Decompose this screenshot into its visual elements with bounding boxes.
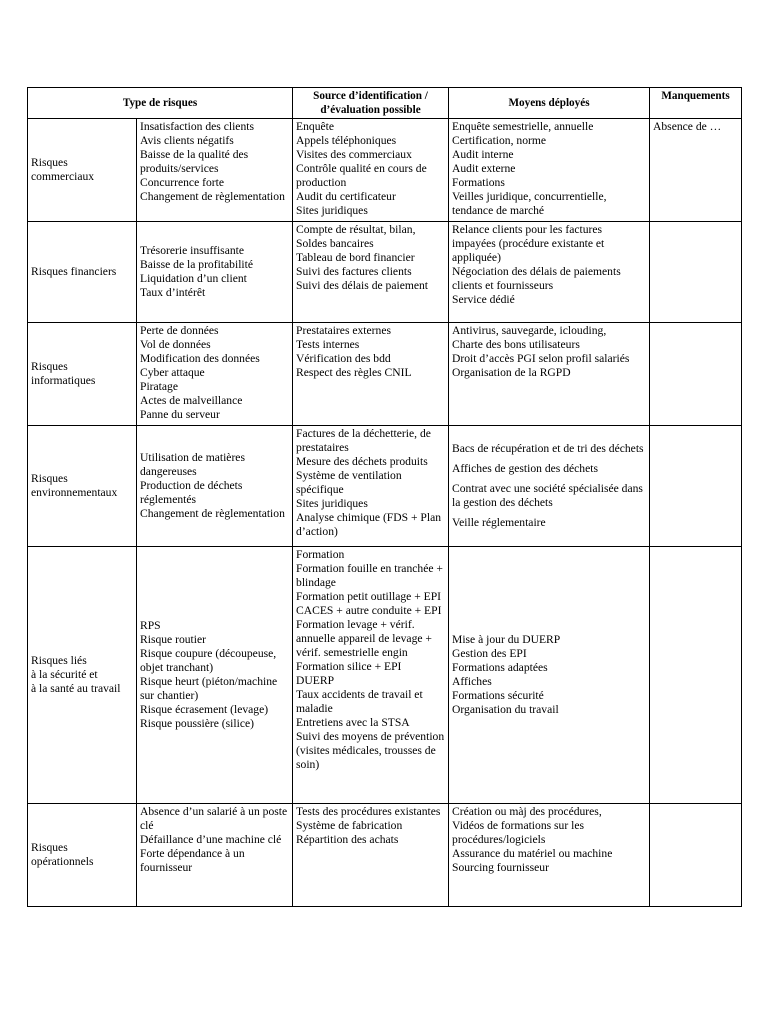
risks-line: Concurrence forte [140,176,225,189]
category-line: Risques financiers [31,265,117,278]
means-cell [449,426,650,547]
risks-line: Risque routier [140,633,207,646]
sources-cell [293,119,449,222]
sources-cell [293,222,449,323]
header-risk-type: Type de risques [28,88,293,119]
risks-line: Absence d’un salarié à un poste clé [140,805,288,832]
risks-line: Baisse de la profitabilité [140,258,254,271]
means-line: Droit d’accès PGI selon profil salariés [452,352,630,365]
means-line: Certification, norme [452,134,547,147]
header-row [28,88,742,119]
header-means: Moyens déployés [449,88,650,119]
means-line: Sourcing fournisseur [452,861,549,874]
means-cell [449,119,650,222]
means-line: Affiches de gestion des déchets [452,462,598,475]
risks-line: Production de déchets réglementés [140,479,243,506]
means-line: Veilles juridique, concurrentielle, tendance de marché [452,190,607,217]
means-line: Création ou màj des procédures, [452,805,602,818]
gaps-cell [650,323,742,426]
sources-line: Répartition des achats [296,833,399,846]
gaps-cell [650,804,742,907]
means-line: Service dédié [452,293,515,306]
means-line: Formations adaptées [452,661,548,674]
means-line: Vidéos de formations sur les procédures/logiciels [452,819,584,846]
sources-line: Enquête [296,120,335,133]
risks-line: Perte de données [140,324,219,337]
risks-line: Liquidation d’un client [140,272,247,285]
sources-line: Mesure des déchets produits [296,455,428,468]
category-cell [28,222,137,323]
sources-line: Taux accidents de travail et maladie [296,688,423,715]
sources-line: Sites juridiques [296,497,368,510]
risks-line: Risque poussière (silice) [140,717,254,730]
category-line: à la sécurité et [31,668,98,681]
means-line: Audit interne [452,148,514,161]
category-line: Risques [31,472,68,485]
risks-line: Baisse de la qualité des produits/services [140,148,249,175]
means-line: Gestion des EPI [452,647,527,660]
means-line: Formations [452,176,505,189]
category-line: commerciaux [31,170,95,183]
category-line: Risques [31,360,68,373]
sources-line: Tableau de bord financier [296,251,415,264]
means-line: Audit externe [452,162,516,175]
category-line: environnementaux [31,486,118,499]
risks-line: Utilisation de matières dangereuses [140,451,245,478]
risks-cell [137,323,293,426]
sources-line: Système de fabrication [296,819,403,832]
sources-cell [293,804,449,907]
risks-cell [137,119,293,222]
table-row [28,426,742,547]
gaps-cell [650,119,742,222]
means-line: Assurance du matériel ou machine [452,847,613,860]
means-line: Charte des bons utilisateurs [452,338,580,351]
sources-line: Vérification des bdd [296,352,391,365]
means-line: Affiches [452,675,492,688]
category-cell [28,804,137,907]
risks-line: Insatisfaction des clients [140,120,254,133]
means-line: Bacs de récupération et de tri des déchets [452,442,644,455]
category-line: opérationnels [31,855,94,868]
sources-line: Entretiens avec la STSA [296,716,410,729]
table-row [28,119,742,222]
sources-line: Suivi des délais de paiement [296,279,429,292]
table-row [28,547,742,804]
risks-cell [137,426,293,547]
risks-line: Forte dépendance à un fournisseur [140,847,245,874]
gaps-cell [650,222,742,323]
means-cell [449,547,650,804]
sources-cell [293,547,449,804]
risks-cell [137,547,293,804]
gaps-cell [650,426,742,547]
sources-line: Visites des commerciaux [296,148,412,161]
table-row [28,323,742,426]
gaps-line: Absence de … [653,120,722,133]
risks-line: Cyber attaque [140,366,205,379]
sources-line: Formation silice + EPI [296,660,402,673]
risks-line: Risque écrasement (levage) [140,703,269,716]
table-row [28,804,742,907]
sources-line: Sites juridiques [296,204,368,217]
header-source: Source d’identification / d’évaluation possible [293,88,449,119]
category-cell [28,547,137,804]
sources-line: Tests internes [296,338,360,351]
sources-line: DUERP [296,674,335,687]
risks-line: Piratage [140,380,178,393]
sources-line: Compte de résultat, bilan, Soldes bancaires [296,223,416,250]
means-line: Organisation du travail [452,703,559,716]
category-line: Risques [31,156,68,169]
risks-line: Risque heurt (piéton/machine sur chantier) [140,675,278,702]
sources-line: Appels téléphoniques [296,134,397,147]
risks-line: Modification des données [140,352,260,365]
sources-line: Formation [296,548,345,561]
risks-line: Changement de règlementation [140,190,285,203]
category-line: à la santé au travail [31,682,121,695]
means-cell [449,323,650,426]
risks-line: Panne du serveur [140,408,220,421]
category-cell [28,119,137,222]
table-row [28,222,742,323]
sources-line: Suivi des moyens de prévention (visites médicales, trousses de soin) [296,730,445,771]
sources-line: Système de ventilation spécifique [296,469,402,496]
header-gaps: Manquements [650,88,742,119]
category-line: Risques [31,841,68,854]
means-cell [449,222,650,323]
risks-line: Risque coupure (découpeuse, objet tranchant) [140,647,277,674]
sources-line: Formation levage + vérif. annuelle appareil de levage + vérif. semestrielle engin [296,618,432,659]
gaps-cell [650,547,742,804]
means-line: Contrat avec une société spécialisée dans la gestion des déchets [452,482,643,509]
risks-line: Avis clients négatifs [140,134,234,147]
risks-line: Actes de malveillance [140,394,243,407]
sources-line: Audit du certificateur [296,190,396,203]
risks-line: Défaillance d’une machine clé [140,833,282,846]
means-line: Veille réglementaire [452,516,546,529]
sources-line: Respect des règles CNIL [296,366,412,379]
means-line: Enquête semestrielle, annuelle [452,120,594,133]
risks-line: Changement de règlementation [140,507,285,520]
sources-cell [293,426,449,547]
risk-table [27,87,742,907]
means-line: Relance clients pour les factures impayées (procédure existante et appliquée) [452,223,605,264]
risks-line: Taux d’intérêt [140,286,206,299]
sources-line: CACES + autre conduite + EPI [296,604,442,617]
means-cell [449,804,650,907]
means-line: Formations sécurité [452,689,544,702]
sources-line: Analyse chimique (FDS + Plan d’action) [296,511,442,538]
sources-line: Formation fouille en tranchée + blindage [296,562,443,589]
sources-line: Contrôle qualité en cours de production [296,162,427,189]
risks-cell [137,804,293,907]
risks-line: Trésorerie insuffisante [140,244,245,257]
means-line: Mise à jour du DUERP [452,633,561,646]
sources-line: Prestataires externes [296,324,391,337]
category-line: informatiques [31,374,96,387]
sources-line: Suivi des factures clients [296,265,412,278]
category-cell [28,426,137,547]
sources-line: Factures de la déchetterie, de prestataires [296,427,431,454]
risks-line: RPS [140,619,161,632]
sources-line: Formation petit outillage + EPI [296,590,442,603]
means-line: Organisation de la RGPD [452,366,571,379]
category-cell [28,323,137,426]
sources-cell [293,323,449,426]
means-line: Antivirus, sauvegarde, iclouding, [452,324,607,337]
risks-cell [137,222,293,323]
category-line: Risques liés [31,654,87,667]
means-line: Négociation des délais de paiements clients et fournisseurs [452,265,621,292]
risks-line: Vol de données [140,338,211,351]
sources-line: Tests des procédures existantes [296,805,441,818]
